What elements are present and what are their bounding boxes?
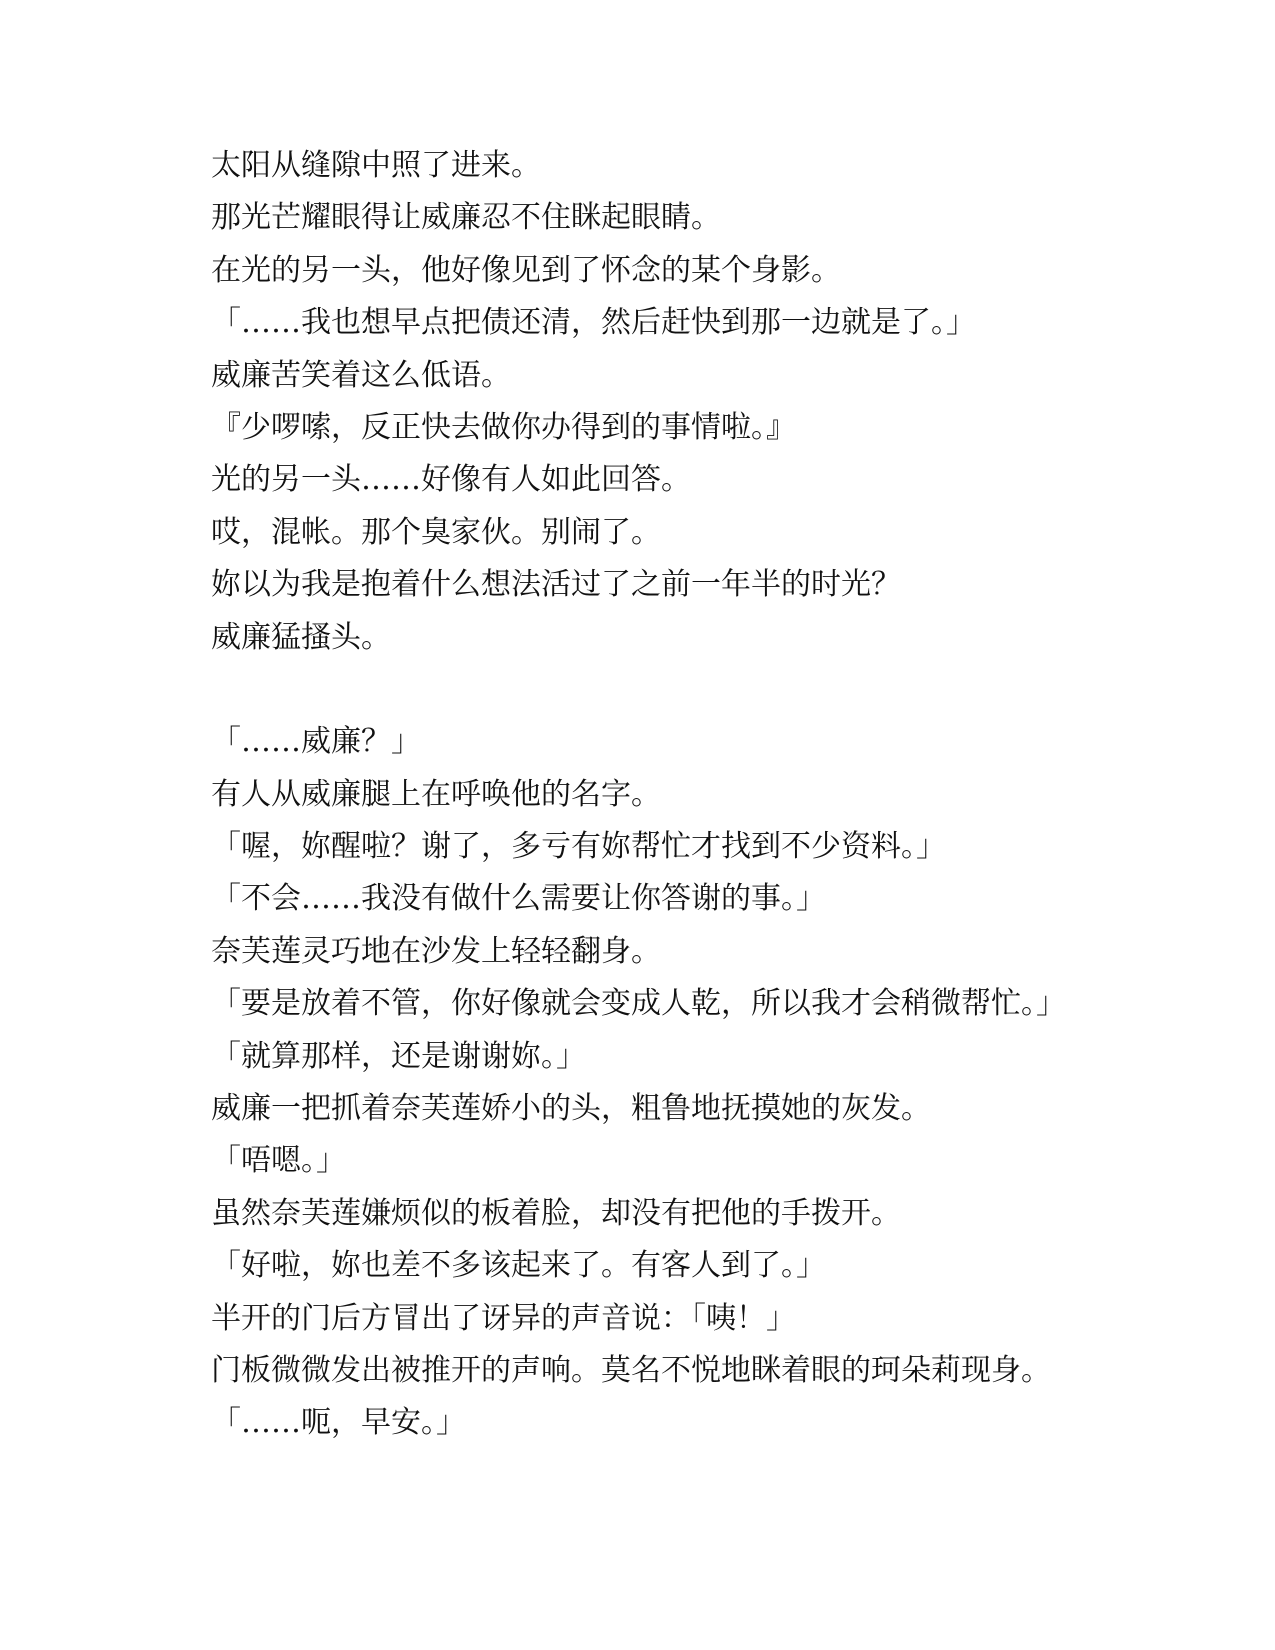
blank-line [211, 664, 1211, 716]
text-line: 威廉猛搔头。 [211, 619, 391, 655]
text-line: 光的另一头……好像有人如此回答。 [211, 462, 691, 498]
text-line: 哎，混帐。那个臭家伙。别闹了。 [211, 514, 661, 550]
text-line: 那光芒耀眼得让威廉忍不住眯起眼睛。 [211, 200, 721, 236]
text-line: 『少啰嗦，反正快去做你办得到的事情啦。』 [211, 409, 796, 445]
text-line: 门板微微发出被推开的声响。莫名不悦地眯着眼的珂朵莉现身。 [211, 1352, 1051, 1388]
text-line: 「不会……我没有做什么需要让你答谢的事。」 [211, 881, 826, 917]
text-line: 「要是放着不管，你好像就会变成人乾，所以我才会稍微帮忙。」 [211, 986, 1066, 1022]
text-line: 「……呃，早安。」 [211, 1405, 466, 1441]
text-line: 威廉一把抓着奈芙莲娇小的头，粗鲁地抚摸她的灰发。 [211, 1091, 931, 1127]
text-line: 太阳从缝隙中照了进来。 [211, 148, 541, 183]
text-line: 奈芙莲灵巧地在沙发上轻轻翻身。 [211, 933, 661, 969]
body-text [211, 140, 1211, 1450]
text-line: 虽然奈芙莲嫌烦似的板着脸，却没有把他的手拨开。 [211, 1195, 901, 1231]
text-line: 有人从威廉腿上在呼唤他的名字。 [211, 776, 661, 812]
text-line: 「就算那样，还是谢谢妳。」 [211, 1038, 586, 1074]
text-line: 「好啦，妳也差不多该起来了。有客人到了。」 [211, 1248, 826, 1284]
text-line: 「唔嗯。」 [211, 1143, 346, 1179]
text-line: 在光的另一头，他好像见到了怀念的某个身影。 [211, 252, 841, 288]
text-line: 「……我也想早点把债还清，然后赶快到那一边就是了。」 [211, 305, 976, 341]
text-line: 「喔，妳醒啦？谢了，多亏有妳帮忙才找到不少资料。」 [211, 829, 946, 865]
text-line: 「……威廉？」 [211, 724, 421, 760]
text-line: 威廉苦笑着这么低语。 [211, 357, 511, 393]
text-line: 半开的门后方冒出了讶异的声音说：「咦！」 [211, 1300, 796, 1336]
text-line: 妳以为我是抱着什么想法活过了之前一年半的时光？ [211, 567, 901, 603]
